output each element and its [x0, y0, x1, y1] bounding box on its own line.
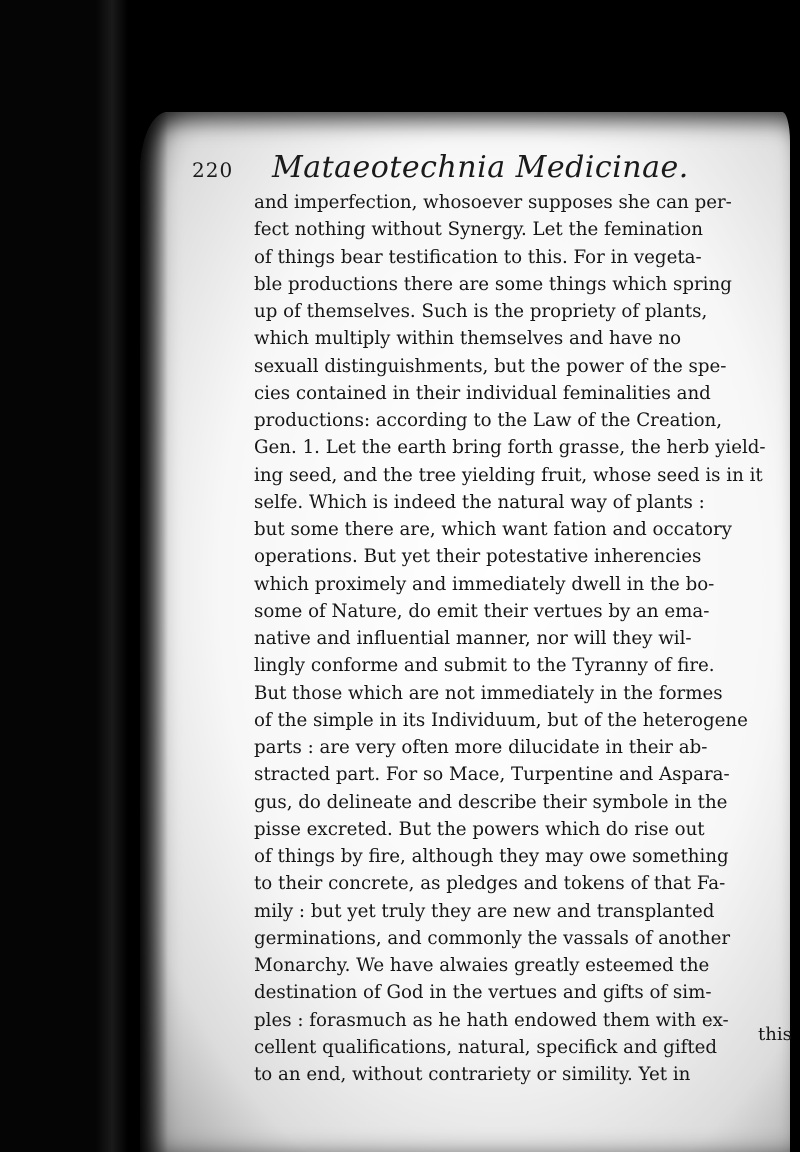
text-line: Monarchy. We have alwaies greatly esteemed the	[254, 955, 710, 976]
text-line: germinations, and commonly the vassals of another	[254, 927, 731, 949]
text-line: which multiply within themselves and have no	[254, 328, 682, 350]
text-line: of things by fire, although they may owe something	[254, 846, 729, 867]
text-line: sexuall distinguishments, but the power of the spe-	[254, 355, 727, 377]
text-line: ing seed, and the tree yielding fruit, whose seed is in it	[254, 464, 763, 486]
text-line: productions: according to the Law of the Creation,	[254, 410, 723, 431]
text-line: mily : but yet truly they are new and transplanted	[254, 900, 715, 922]
text-line: parts : are very often more dilucidate in their ab-	[254, 737, 708, 758]
page-number: 220	[192, 158, 234, 182]
text-line: fect nothing without Synergy. Let the femination	[254, 219, 703, 241]
text-line: to their concrete, as pledges and tokens of that Fa-	[254, 873, 726, 895]
text-line: lingly conforme and submit to the Tyranny of fire.	[254, 655, 715, 677]
text-line: ble productions there are some things which spring	[254, 273, 732, 295]
text-line: of the simple in its Individuum, but of the heterogene	[254, 709, 748, 731]
text-line: operations. But yet their potestative inherencies	[254, 546, 702, 568]
text-line: ples : forasmuch as he hath endowed them with ex-	[254, 1009, 729, 1031]
text-line: some of Nature, do emit their vertues by an ema-	[254, 600, 710, 622]
text-line: and imperfection, whosoever supposes she can per-	[254, 192, 732, 213]
text-line: native and influential manner, nor will they wil-	[254, 628, 692, 649]
text-line: But those which are not immediately in the formes	[254, 682, 723, 704]
text-line: pisse excreted. But the powers which do rise out	[254, 818, 705, 840]
text-line: selfe. Which is indeed the natural way of plants :	[254, 491, 705, 513]
running-title: Mataeotechnia Medicinae.	[272, 150, 689, 185]
text-line: stracted part. For so Mace, Turpentine and Aspara-	[254, 764, 730, 786]
catchword: this	[758, 1024, 792, 1045]
page-header	[192, 150, 752, 190]
text-line: cies contained in their individual feminalities and	[254, 382, 711, 404]
text-line: cellent qualifications, natural, specifick and gifted	[254, 1036, 718, 1058]
text-line: up of themselves. Such is the propriety of plants,	[254, 301, 708, 322]
binding-shadow	[140, 112, 168, 1152]
text-line: which proximely and immediately dwell in the bo-	[254, 573, 715, 595]
text-line: gus, do delineate and describe their symbole in the	[254, 791, 728, 813]
text-line: to an end, without contrariety or simility. Yet in	[254, 1064, 691, 1085]
body-text	[254, 189, 794, 1088]
text-line: of things bear testification to this. For in vegeta-	[254, 246, 702, 268]
text-line: Gen. 1. Let the earth bring forth grasse, the herb yield-	[254, 437, 766, 459]
text-line: destination of God in the vertues and gifts of sim-	[254, 982, 712, 1004]
text-line: but some there are, which want fation and occatory	[254, 519, 732, 540]
